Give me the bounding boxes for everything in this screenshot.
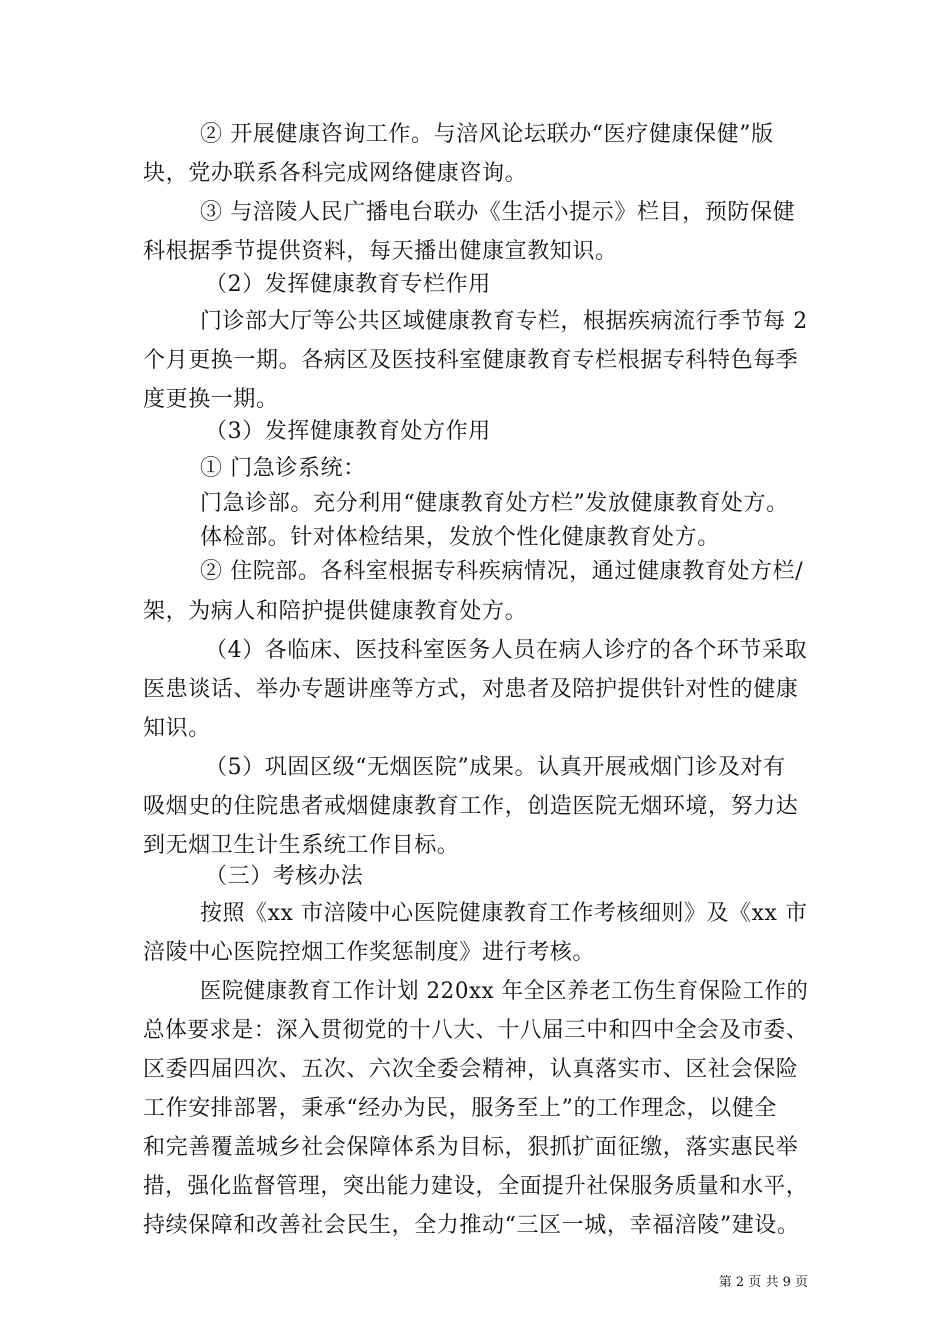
section-heading: （2）发挥健康教育专栏作用 — [205, 272, 491, 297]
paragraph-line: 架，为病人和陪护提供健康教育处方。 — [143, 599, 528, 624]
paragraph-line: 按照《xx 市涪陵中心医院健康教育工作考核细则》及《xx 市 — [200, 901, 808, 926]
paragraph-line: 吸烟史的住院患者戒烟健康教育工作，创造医院无烟环境，努力达 — [143, 794, 799, 819]
paragraph-line: 科根据季节提供资料，每天播出健康宣教知识。 — [143, 239, 618, 264]
paragraph-line: （4）各临床、医技科室医务人员在病人诊疗的各个环节采取 — [205, 638, 808, 663]
paragraph-line: 体检部。针对体检结果，发放个性化健康教育处方。 — [200, 525, 720, 550]
paragraph-line: 门诊部大厅等公共区域健康教育专栏，根据疾病流行季节每 2 — [200, 309, 808, 334]
paragraph-line: 总体要求是：深入贯彻党的十八大、十八届三中和四中全会及市委、 — [143, 1018, 808, 1043]
paragraph-line: 到无烟卫生计生系统工作目标。 — [143, 833, 460, 858]
paragraph-line: 个月更换一期。各病区及医技科室健康教育专栏根据专科特色每季 — [143, 348, 799, 373]
paragraph-line: 涪陵中心医院控烟工作奖惩制度》进行考核。 — [143, 940, 596, 965]
paragraph-line: 和完善覆盖城乡社会保障体系为目标，狠抓扩面征缴，落实惠民举 — [143, 1135, 799, 1160]
paragraph-line: ② 住院部。各科室根据专科疾病情况，通过健康教育处方栏/ — [200, 559, 804, 584]
paragraph-line: 块，党办联系各科完成网络健康咨询。 — [143, 161, 528, 186]
paragraph-line: 度更换一期。 — [143, 387, 279, 412]
paragraph-line: 措，强化监督管理，突出能力建设，全面提升社保服务质量和水平， — [143, 1174, 808, 1199]
page-number: 第 2 页 共 9 页 — [718, 1275, 808, 1290]
paragraph-line: ② 开展健康咨询工作。与涪风论坛联办“医疗健康保健”版 — [200, 122, 774, 147]
section-heading: （3）发挥健康教育处方作用 — [205, 419, 491, 444]
paragraph-line: 医院健康教育工作计划 220xx 年全区养老工伤生育保险工作的 — [200, 979, 809, 1004]
section-heading: （三）考核办法 — [205, 864, 364, 889]
paragraph-line: 知识。 — [143, 716, 211, 741]
paragraph-line: 工作安排部署，秉承“经办为民，服务至上”的工作理念，以健全 — [143, 1096, 777, 1121]
paragraph-line: 持续保障和改善社会民生，全力推动“三区一城，幸福涪陵”建设。 — [143, 1213, 800, 1238]
paragraph-line: ③ 与涪陵人民广播电台联办《生活小提示》栏目，预防保健 — [200, 200, 796, 225]
paragraph-line: 区委四届四次、五次、六次全委会精神，认真落实市、区社会保险 — [143, 1057, 799, 1082]
paragraph-line: 医患谈话、举办专题讲座等方式，对患者及陪护提供针对性的健康 — [143, 677, 799, 702]
paragraph-line: ① 门急诊系统： — [200, 456, 366, 481]
paragraph-line: 门急诊部。充分利用“健康教育处方栏”发放健康教育处方。 — [200, 491, 789, 516]
paragraph-line: （5）巩固区级“无烟医院”成果。认真开展戒烟门诊及对有 — [205, 755, 786, 780]
